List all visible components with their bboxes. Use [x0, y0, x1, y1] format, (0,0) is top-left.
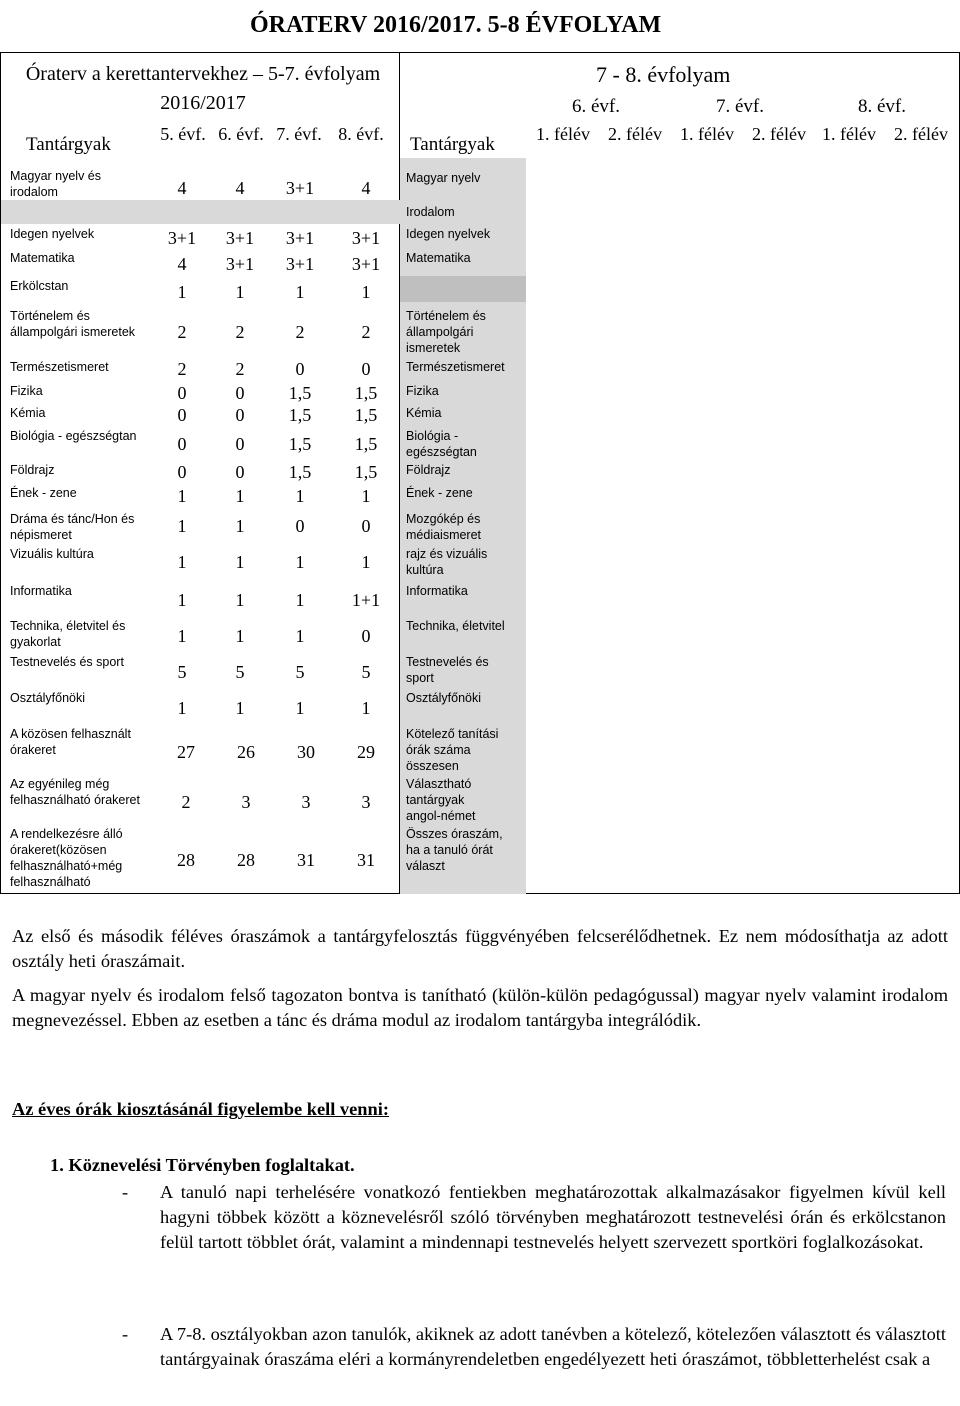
subject-label: Technika, életvitel és gyakorlat: [10, 619, 126, 649]
right-heading: 7 - 8. évfolyam: [596, 62, 731, 87]
right-subject-label: Földrajz: [406, 463, 451, 477]
right-subject-label: Idegen nyelvek: [406, 227, 491, 241]
subject-label: Földrajz: [10, 463, 55, 477]
right-grade-7: 7. évf.: [716, 96, 765, 117]
value-cell: 3: [241, 792, 251, 812]
notes-bullet-2: A 7-8. osztályokban azon tanulók, akiknek az adott tanévben a kötelező, kötelezően választott és választott tantárgyainak óraszáma eléri a kormányrendeletben engedélyezett heti óraszámot, többletterhelést csak a: [160, 1324, 946, 1369]
value-cell: 1: [235, 282, 245, 302]
value-cell: 1: [177, 552, 187, 572]
value-cell: 5: [235, 662, 245, 682]
value-cell: 1: [235, 516, 245, 536]
erkolcstan-right-shade: [400, 276, 526, 302]
value-cell: 3+1: [225, 254, 255, 274]
value-cell: 1,5: [354, 462, 378, 482]
value-cell: 0: [361, 359, 371, 379]
subject-label: Ének - zene: [10, 486, 77, 500]
value-cell: 1: [295, 282, 305, 302]
value-cell: 4: [235, 178, 245, 198]
right-subject-label: Osztályfőnöki: [406, 691, 482, 705]
value-cell: 2: [361, 322, 371, 342]
value-cell: 28: [237, 850, 255, 870]
value-cell: 2: [235, 322, 245, 342]
subject-label: Vizuális kultúra: [10, 547, 94, 561]
subject-label: Osztályfőnöki: [10, 691, 86, 705]
value-cell: 0: [235, 434, 245, 454]
right-subject-label: Összes óraszám, ha a tanuló órát választ: [406, 827, 503, 873]
irodalom-row-shade: [1, 200, 400, 224]
semester-6: 2. félév: [894, 124, 948, 144]
value-cell: 1: [361, 486, 371, 506]
subject-label: A rendelkezésre álló órakeret(közösen felhasználható+még felhasználható: [10, 827, 123, 889]
right-subject-label: Technika, életvitel: [406, 619, 505, 633]
note-paragraph-2: A magyar nyelv és irodalom felső tagozaton bontva is tanítható (külön-külön pedagógussal) magyar nyelv valamint irodalom megnevezéssel. Ebben az esetben a tánc és dráma modul az irodalom tantárgyba integrálódik.: [12, 985, 948, 1030]
value-cell: 0: [361, 516, 371, 536]
left-col-header: Tantárgyak: [26, 134, 111, 155]
value-cell: 3+1: [285, 228, 315, 248]
value-cell: 29: [357, 742, 375, 762]
value-cell: 0: [177, 405, 187, 425]
value-cell: 2: [181, 792, 191, 812]
value-cell: 0: [177, 462, 187, 482]
subject-label: Az egyénileg még felhasználható órakeret: [10, 777, 140, 807]
right-subject-label: Informatika: [406, 584, 468, 598]
subject-label: Fizika: [10, 384, 43, 398]
value-cell: 27: [177, 742, 195, 762]
value-cell: 4: [361, 178, 371, 198]
value-cell: 2: [177, 322, 187, 342]
value-cell: 0: [235, 405, 245, 425]
value-cell: 3+1: [351, 254, 381, 274]
left-panel-title: Óraterv a kerettantervekhez – 5-7. évfolyam 2016/2017: [25, 63, 381, 114]
value-cell: 4: [177, 254, 187, 274]
value-cell: 1: [177, 282, 187, 302]
notes-item-1: 1. Köznevelési Törvényben foglaltakat.: [50, 1155, 355, 1175]
semester-5: 1. félév: [822, 124, 876, 144]
value-cell: 2: [295, 322, 305, 342]
left-grade-7: 7. évf.: [276, 124, 322, 144]
value-cell: 1: [177, 626, 187, 646]
value-cell: 3+1: [167, 228, 197, 248]
value-cell: 1: [295, 590, 305, 610]
semester-1: 1. félév: [536, 124, 590, 144]
value-cell: 3+1: [285, 178, 315, 198]
right-subject-label: Kötelező tanítási órák száma összesen: [406, 727, 499, 773]
bullet-dash: -: [122, 1324, 129, 1344]
semester-3: 1. félév: [680, 124, 734, 144]
value-cell: 5: [177, 662, 187, 682]
value-cell: 1: [295, 626, 305, 646]
semester-4: 2. félév: [752, 124, 806, 144]
right-grade-6: 6. évf.: [572, 96, 621, 117]
value-cell: 1: [361, 698, 371, 718]
note-paragraph-1: Az első és második féléves óraszámok a tantárgyfelosztás függvényében felcserélődhetnek. Ez nem módosíthatja az adott osztály heti óraszámait.: [12, 926, 948, 971]
right-subject-label: Történelem és állampolgári ismeretek: [406, 309, 486, 355]
right-subject-label: Biológia - egészségtan: [406, 429, 477, 459]
right-subject-label: Fizika: [406, 384, 439, 398]
right-subject-label: Mozgókép és médiaismeret: [406, 512, 482, 542]
value-cell: 3+1: [285, 254, 315, 274]
right-subject-label: Matematika: [406, 251, 471, 265]
value-cell: 4: [177, 178, 187, 198]
value-cell: 0: [361, 626, 371, 646]
value-cell: 1,5: [288, 405, 312, 425]
value-cell: 1,5: [288, 462, 312, 482]
page-title: ÓRATERV 2016/2017. 5-8 ÉVFOLYAM: [250, 12, 662, 38]
value-cell: 3+1: [351, 228, 381, 248]
value-cell: 0: [235, 383, 245, 403]
subject-label: Dráma és tánc/Hon és népismeret: [10, 512, 135, 542]
subject-label: Erkölcstan: [10, 279, 69, 293]
value-cell: 31: [357, 850, 375, 870]
right-subject-label: rajz és vizuális kultúra: [406, 547, 488, 577]
value-cell: 2: [235, 359, 245, 379]
right-subject-label: Irodalom: [406, 205, 455, 219]
value-cell: 1,5: [354, 383, 378, 403]
value-cell: 3: [361, 792, 371, 812]
notes-heading: Az éves órák kiosztásánál figyelembe kell venni:: [12, 1099, 389, 1119]
value-cell: 2: [177, 359, 187, 379]
value-cell: 1+1: [351, 590, 381, 610]
value-cell: 31: [297, 850, 315, 870]
subject-label: Történelem és állampolgári ismeretek: [10, 309, 136, 339]
value-cell: 30: [297, 742, 315, 762]
value-cell: 0: [177, 434, 187, 454]
bullet-dash: -: [122, 1182, 129, 1202]
value-cell: 1: [177, 486, 187, 506]
subject-label: Természetismeret: [10, 360, 109, 374]
subject-label: Idegen nyelvek: [10, 227, 95, 241]
value-cell: 5: [361, 662, 371, 682]
right-subject-label: Természetismeret: [406, 360, 505, 374]
left-grade-6: 6. évf.: [218, 124, 264, 144]
subject-label: Informatika: [10, 584, 72, 598]
subject-label: A közösen felhasznált órakeret: [10, 727, 131, 757]
value-cell: 1: [177, 698, 187, 718]
left-grade-8: 8. évf.: [338, 124, 384, 144]
value-cell: 0: [295, 516, 305, 536]
right-grade-8: 8. évf.: [858, 96, 907, 117]
value-cell: 1,5: [354, 405, 378, 425]
right-subject-label: Magyar nyelv: [406, 171, 481, 185]
value-cell: 5: [295, 662, 305, 682]
value-cell: 1: [235, 698, 245, 718]
value-cell: 1: [295, 698, 305, 718]
value-cell: 0: [295, 359, 305, 379]
value-cell: 3+1: [225, 228, 255, 248]
value-cell: 0: [177, 383, 187, 403]
value-cell: 1: [361, 552, 371, 572]
value-cell: 1,5: [288, 434, 312, 454]
right-subject-label: Testnevelés és sport: [406, 655, 489, 685]
value-cell: 28: [177, 850, 195, 870]
subject-label: Magyar nyelv és irodalom: [10, 169, 102, 199]
right-subject-label: Ének - zene: [406, 486, 473, 500]
value-cell: 1: [295, 486, 305, 506]
subject-label: Kémia: [10, 406, 46, 420]
value-cell: 1: [235, 590, 245, 610]
left-grade-5: 5. évf.: [160, 124, 206, 144]
right-subject-label: Választható tantárgyak angol-német: [406, 777, 476, 823]
value-cell: 26: [237, 742, 255, 762]
subject-label: Testnevelés és sport: [10, 655, 124, 669]
subject-label: Matematika: [10, 251, 75, 265]
value-cell: 1: [235, 486, 245, 506]
value-cell: 1: [295, 552, 305, 572]
value-cell: 1: [177, 516, 187, 536]
value-cell: 1: [177, 590, 187, 610]
right-col-header: Tantárgyak: [410, 134, 495, 155]
value-cell: 1: [235, 552, 245, 572]
notes-bullet-1: A tanuló napi terhelésére vonatkozó fentiekben meghatározottak alkalmazásakor figyelmen kívül kell hagyni többek között a köznevelésről szóló törvényben meghatározott testnevelési órán és erkölcstanon felül tartott többlet órát, valamint a mindennapi testnevelés helyett szervezett sportköri foglalkozásokat.: [160, 1182, 946, 1252]
value-cell: 1,5: [288, 383, 312, 403]
value-cell: 3: [301, 792, 311, 812]
value-cell: 1: [361, 282, 371, 302]
value-cell: 1: [235, 626, 245, 646]
value-cell: 0: [235, 462, 245, 482]
subject-label: Biológia - egészségtan: [10, 429, 137, 443]
value-cell: 1,5: [354, 434, 378, 454]
right-subject-label: Kémia: [406, 406, 442, 420]
semester-2: 2. félév: [608, 124, 662, 144]
